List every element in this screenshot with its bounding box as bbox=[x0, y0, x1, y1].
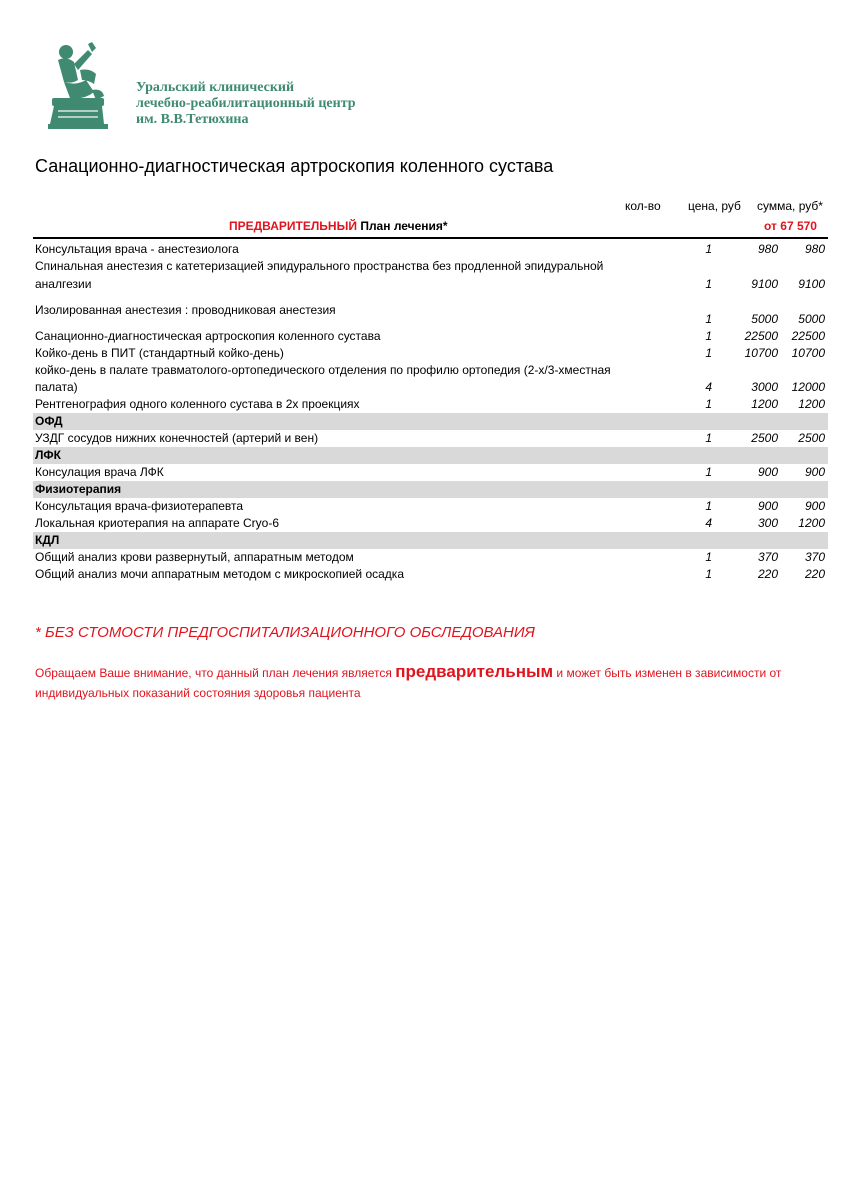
row-name: Консультация врача-физиотерапевта bbox=[35, 499, 244, 513]
row-sum: 10700 bbox=[791, 346, 825, 360]
row-name: Консулация врача ЛФК bbox=[35, 465, 164, 479]
table-row bbox=[33, 515, 828, 532]
row-price: 220 bbox=[757, 567, 778, 581]
table-row bbox=[33, 566, 828, 583]
row-price: 9100 bbox=[751, 277, 778, 291]
org-line-2: лечебно-реабилитационный центр bbox=[136, 96, 356, 111]
row-sum: 220 bbox=[804, 567, 825, 581]
row-sum: 900 bbox=[804, 499, 825, 513]
row-name: Санационно-диагностическая артроскопия коленного сустава bbox=[35, 329, 381, 343]
row-name-cont: аналгезии bbox=[35, 277, 92, 291]
org-line-1: Уральский клинический bbox=[136, 80, 295, 95]
row-qty: 1 bbox=[705, 346, 712, 360]
row-sum: 12000 bbox=[791, 380, 825, 394]
row-name: Изолированная анестезия : проводниковая анестезия bbox=[35, 303, 336, 317]
note-text-a: Обращаем Ваше внимание, что данный план лечения является bbox=[35, 666, 392, 680]
row-qty: 1 bbox=[705, 329, 712, 343]
row-name: койко-день в палате травматолого-ортопедического отделения по профилю ортопедия (2-х/3-хместная bbox=[35, 363, 611, 377]
section-kdl bbox=[33, 532, 828, 549]
column-header-price: цена, руб bbox=[688, 199, 741, 213]
clinic-logo-icon bbox=[44, 40, 114, 130]
preliminary-plan-note bbox=[35, 662, 795, 703]
plan-total-value: 67 570 bbox=[780, 219, 817, 233]
row-name-cont: палата) bbox=[35, 380, 78, 394]
row-price: 2500 bbox=[751, 431, 778, 445]
row-qty: 1 bbox=[705, 242, 712, 256]
column-header-sum: сумма, руб* bbox=[757, 199, 823, 213]
row-qty: 1 bbox=[705, 312, 712, 326]
table-row bbox=[33, 498, 828, 515]
row-name: Консультация врача - анестезиолога bbox=[35, 242, 239, 256]
plan-heading bbox=[229, 219, 448, 233]
section-label: ЛФК bbox=[35, 448, 61, 462]
header-divider bbox=[33, 237, 828, 239]
row-name: Общий анализ мочи аппаратным методом с микроскопией осадка bbox=[35, 567, 404, 581]
section-physiotherapy bbox=[33, 481, 828, 498]
row-qty: 1 bbox=[705, 397, 712, 411]
table-row bbox=[33, 396, 828, 413]
row-sum: 900 bbox=[804, 465, 825, 479]
plan-prefix: ПРЕДВАРИТЕЛЬНЫЙ bbox=[229, 219, 357, 233]
row-qty: 1 bbox=[705, 499, 712, 513]
page-title: Санационно-диагностическая артроскопия коленного сустава bbox=[35, 156, 554, 176]
row-price: 10700 bbox=[744, 346, 778, 360]
row-qty: 1 bbox=[705, 465, 712, 479]
row-price: 300 bbox=[757, 516, 778, 530]
plan-total bbox=[764, 219, 817, 233]
organization-name bbox=[136, 80, 356, 128]
row-sum: 22500 bbox=[791, 329, 825, 343]
row-price: 900 bbox=[757, 499, 778, 513]
note-text-c: и может быть изменен в зависимости от индивидуальных показаний состояния здоровья пациента bbox=[35, 666, 782, 700]
row-sum: 2500 bbox=[798, 431, 825, 445]
row-name: Койко-день в ПИТ (стандартный койко-день) bbox=[35, 346, 284, 360]
row-name: Общий анализ крови развернутый, аппаратным методом bbox=[35, 550, 354, 564]
row-price: 22500 bbox=[744, 329, 778, 343]
row-sum: 980 bbox=[804, 242, 825, 256]
table-row bbox=[33, 328, 828, 345]
column-header-qty: кол-во bbox=[625, 199, 661, 213]
disclaimer-note: * БЕЗ СТОМОСТИ ПРЕДГОСПИТАЛИЗАЦИОННОГО ОБСЛЕДОВАНИЯ bbox=[35, 624, 535, 641]
row-sum: 9100 bbox=[798, 277, 825, 291]
section-ofd bbox=[33, 413, 828, 430]
row-sum: 370 bbox=[804, 550, 825, 564]
row-price: 1200 bbox=[751, 397, 778, 411]
row-qty: 4 bbox=[705, 516, 712, 530]
table-row bbox=[33, 302, 828, 330]
row-name: Рентгенография одного коленного сустава в 2х проекциях bbox=[35, 397, 360, 411]
section-label: Физиотерапия bbox=[35, 482, 122, 496]
table-row bbox=[33, 430, 828, 447]
row-sum: 1200 bbox=[798, 397, 825, 411]
row-qty: 1 bbox=[705, 550, 712, 564]
row-price: 980 bbox=[757, 242, 778, 256]
table-row bbox=[33, 345, 828, 362]
row-name: Локальная криотерапия на аппарате Cryo-6 bbox=[35, 516, 280, 530]
note-text-emphasis: предварительным bbox=[395, 662, 554, 681]
table-row bbox=[33, 549, 828, 566]
row-name: Спинальная анестезия с катетеризацией эпидурального пространства без продленной эпидуральной bbox=[35, 259, 604, 273]
row-qty: 1 bbox=[705, 567, 712, 581]
table-row bbox=[33, 241, 828, 258]
org-line-3: им. В.В.Тетюхина bbox=[136, 112, 249, 127]
row-sum: 1200 bbox=[798, 516, 825, 530]
row-qty: 1 bbox=[705, 431, 712, 445]
row-qty: 1 bbox=[705, 277, 712, 291]
section-label: ОФД bbox=[35, 414, 63, 428]
row-qty: 4 bbox=[705, 380, 712, 394]
plan-total-prefix: от bbox=[764, 219, 777, 233]
plan-label: План лечения* bbox=[360, 219, 448, 233]
row-price: 370 bbox=[757, 550, 778, 564]
row-price: 900 bbox=[757, 465, 778, 479]
table-row bbox=[33, 362, 828, 398]
row-name: УЗДГ сосудов нижних конечностей (артерий и вен) bbox=[35, 431, 319, 445]
row-price: 3000 bbox=[751, 380, 778, 394]
section-lfk bbox=[33, 447, 828, 464]
row-sum: 5000 bbox=[798, 312, 825, 326]
table-row bbox=[33, 464, 828, 481]
section-label: КДЛ bbox=[35, 533, 60, 547]
table-row bbox=[33, 258, 828, 296]
row-price: 5000 bbox=[751, 312, 778, 326]
